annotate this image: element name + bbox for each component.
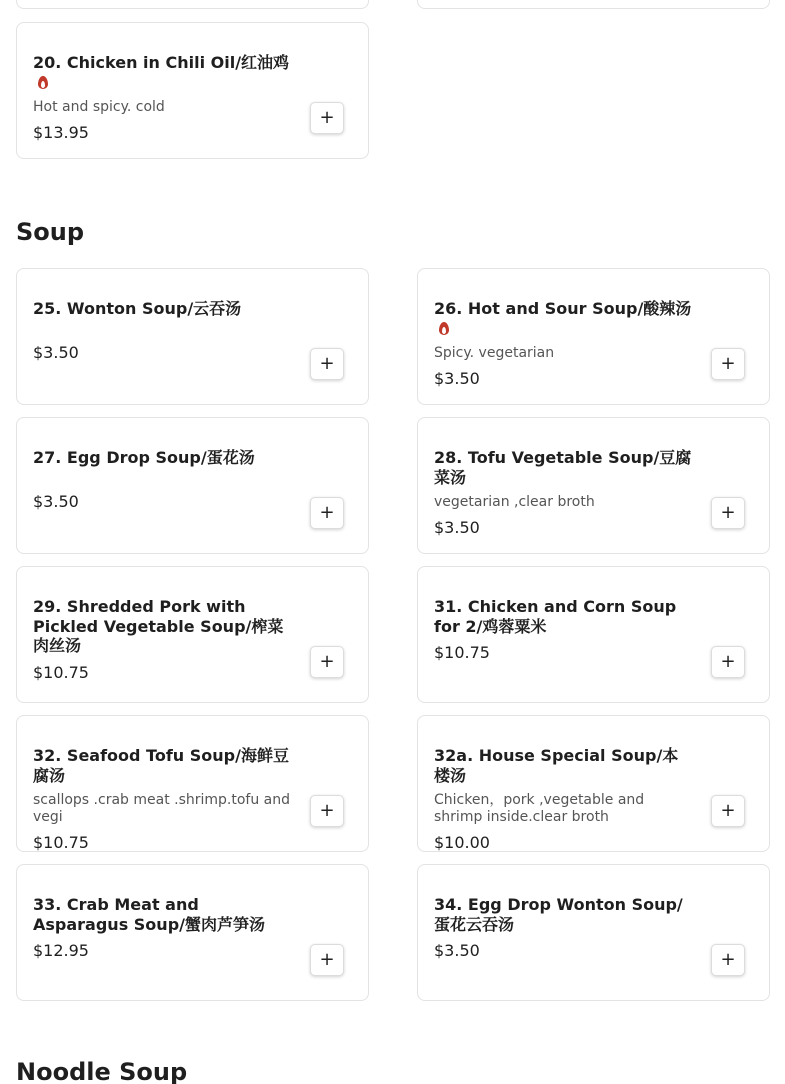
section-title-noodle-soup: Noodle Soup [16, 1058, 188, 1084]
item-name: 28. Tofu Vegetable Soup/豆腐菜汤 [434, 448, 692, 487]
menu-item-card[interactable] [417, 417, 770, 554]
menu-item-card[interactable] [16, 864, 369, 1001]
add-item-button[interactable]: + [711, 944, 745, 976]
menu-item-card-partial [417, 0, 770, 9]
item-name: 33. Crab Meat and Asparagus Soup/蟹肉芦笋汤 [33, 895, 265, 934]
item-description: Chicken，pork ,vegetable and shrimp inside.clear broth [434, 792, 645, 825]
menu-item-card[interactable] [417, 715, 770, 852]
menu-item-card[interactable] [16, 566, 369, 703]
add-item-button[interactable]: + [711, 497, 745, 529]
item-price: $3.50 [33, 342, 79, 362]
item-name: 25. Wonton Soup/云吞汤 [33, 299, 242, 318]
item-name: 31. Chicken and Corn Soup for 2/鸡蓉粟米 [434, 597, 677, 636]
menu-item-card[interactable] [16, 715, 369, 852]
menu-item-card[interactable] [417, 268, 770, 405]
item-name: 27. Egg Drop Soup/蛋花汤 [33, 448, 255, 467]
add-item-button[interactable]: + [310, 944, 344, 976]
item-price: $12.95 [33, 941, 89, 960]
menu-item-card[interactable] [417, 566, 770, 703]
item-price: $10.75 [434, 643, 490, 662]
item-price: $10.75 [33, 833, 89, 852]
item-name: 20. Chicken in Chili Oil/红油鸡 [33, 53, 293, 92]
item-name: 32a. House Special Soup/本楼汤 [434, 746, 679, 785]
item-description: scallops .crab meat .shrimp.tofu and vegi [33, 792, 291, 825]
add-item-button[interactable]: + [711, 795, 745, 827]
item-name: 32. Seafood Tofu Soup/海鲜豆腐汤 [33, 746, 289, 785]
item-description: Spicy. vegetarian [434, 345, 555, 361]
add-item-button[interactable]: + [711, 348, 745, 380]
item-name: 34. Egg Drop Wonton Soup/蛋花云吞汤 [434, 895, 683, 934]
add-item-button[interactable]: + [310, 348, 344, 380]
item-price: $3.50 [434, 518, 480, 537]
spicy-flame-icon [439, 322, 449, 335]
menu-item-card-partial [16, 0, 369, 9]
spicy-flame-icon [38, 76, 48, 89]
item-price: $10.00 [434, 833, 490, 852]
section-title-soup: Soup [16, 218, 85, 246]
menu-item-card[interactable] [16, 417, 369, 554]
item-price: $10.75 [33, 662, 89, 682]
add-item-button[interactable]: + [310, 102, 344, 134]
menu-item-card[interactable] [16, 268, 369, 405]
item-name: 29. Shredded Pork with Pickled Vegetable Soup/榨菜肉丝汤 [33, 597, 284, 655]
menu-item-card[interactable] [417, 864, 770, 1001]
item-price: $3.50 [434, 369, 480, 388]
add-item-button[interactable]: + [310, 497, 344, 529]
item-price: $3.50 [33, 491, 79, 511]
add-item-button[interactable]: + [310, 795, 344, 827]
menu-item-card[interactable] [16, 22, 369, 159]
item-name: 26. Hot and Sour Soup/酸辣汤 [434, 299, 694, 338]
add-item-button[interactable]: + [711, 646, 745, 678]
item-price: $3.50 [434, 941, 480, 960]
item-price: $13.95 [33, 123, 89, 142]
item-description: Hot and spicy. cold [33, 99, 165, 115]
add-item-button[interactable]: + [310, 646, 344, 678]
item-description: vegetarian ,clear broth [434, 494, 595, 510]
